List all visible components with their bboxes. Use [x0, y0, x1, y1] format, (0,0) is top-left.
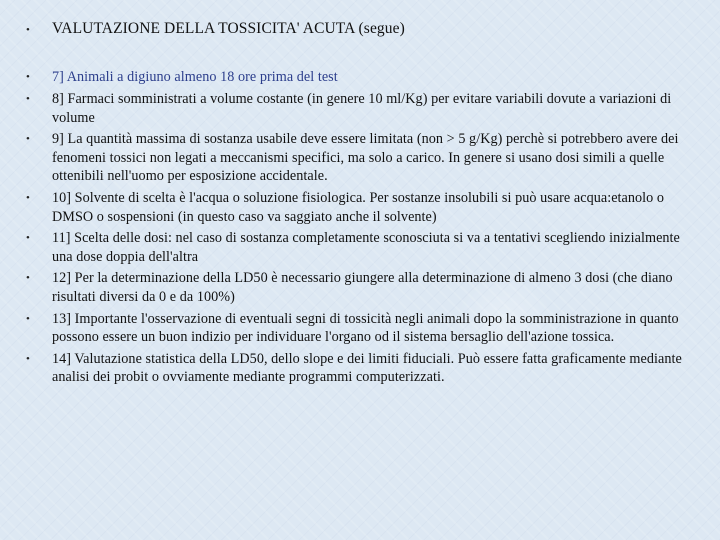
list-item-text: 7] Animali a digiuno almeno 18 ore prima del test — [52, 69, 338, 85]
list-item-13 — [26, 310, 702, 347]
list-item-text: 14] Valutazione statistica della LD50, dello slope e dei limiti fiduciali. Può essere fatta graficamente mediante analisi dei probit o ovviamente mediante programmi computerizzati. — [52, 350, 682, 386]
title-bullet: • — [26, 24, 30, 36]
bullet: • — [26, 71, 30, 83]
list-item-9 — [26, 130, 702, 186]
list-item-text: 10] Solvente di scelta è l'acqua o soluzione fisiologica. Per sostanze insolubili si può usare acqua:etanolo o DMSO o sospensioni (in questo caso va saggiato anche il solvente) — [52, 189, 665, 225]
bullet: • — [26, 133, 30, 146]
list-item-10 — [26, 189, 702, 226]
list-item-text: 11] Scelta delle dosi: nel caso di sostanza completamente sconosciuta si va a tentativi scegliendo inizialmente una dose doppia dell'altra — [52, 230, 680, 265]
list-item-12 — [26, 269, 702, 306]
bullet: • — [26, 232, 30, 245]
list-item-14 — [26, 350, 702, 387]
bullet: • — [26, 272, 30, 285]
list-item-text: 9] La quantità massima di sostanza usabile deve essere limitata (non > 5 g/Kg) perchè si potrebbero avere dei fenomeni tossici non legati a meccanismi specifici, ma solo a carico. In genere si usano dosi simili a quelle ottenibili nell'uomo per esposizione accidentale. — [52, 131, 679, 185]
list-item-8 — [26, 90, 702, 127]
list-item-text: 13] Importante l'osservazione di eventuali segni di tossicità negli animali dopo la somministrazione in quanto possono essere un buon indizio per individuare l'organo od il sistema bersaglio dell'azione tossica. — [52, 310, 679, 346]
list-item-7 — [26, 68, 702, 87]
list-item-text: 12] Per la determinazione della LD50 è necessario giungere alla determinazione di almeno 3 dosi (che diano risultati diversi da 0 e da 100%) — [52, 270, 673, 305]
list-item-text: 8] Farmaci somministrati a volume costante (in genere 10 ml/Kg) per evitare variabili dovute a variazioni di volume — [52, 91, 672, 126]
bullet: • — [26, 312, 30, 325]
bullet: • — [26, 191, 30, 204]
slide-title-row — [26, 19, 696, 40]
bullet: • — [26, 93, 30, 105]
list-item-11 — [26, 229, 702, 266]
slide-title: VALUTAZIONE DELLA TOSSICITA' ACUTA (segue) — [52, 20, 405, 37]
bullet-list — [26, 68, 702, 390]
bullet: • — [26, 352, 30, 365]
